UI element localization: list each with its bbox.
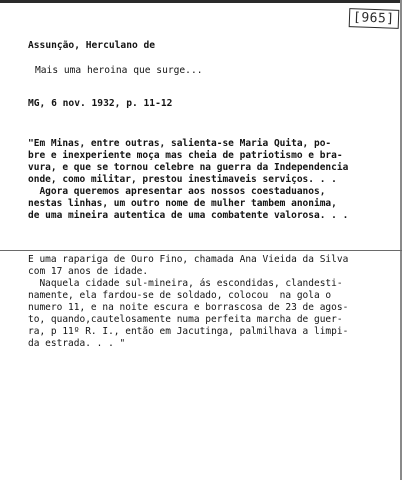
body-line: numero 11, e na noite escura e borrascosa de 23 de agos-: [28, 302, 349, 313]
quote-line: onde, como militar, prestou inestimaveis serviços. . .: [28, 174, 337, 185]
body-line: Naquela cidade sul-mineira, ás escondidas, clandesti-: [28, 278, 343, 289]
quote-line: nestas linhas, um outro nome de mulher tambem anonima,: [28, 198, 337, 209]
article-title: Mais uma heroina que surge...: [35, 65, 203, 76]
body-paragraph: [28, 254, 348, 350]
quote-line: bre e inexperiente moça mas cheia de patriotismo e bra-: [28, 150, 343, 161]
quote-paragraph: [28, 138, 348, 222]
body-line: namente, ela fardou-se de soldado, colocou na gola o: [28, 290, 332, 301]
body-line: to, quando,cautelosamente numa perfeita marcha de guer-: [28, 314, 343, 325]
quote-line: vura, e que se tornou celebre na guerra da Independencia: [28, 162, 349, 173]
body-line: com 17 anos de idade.: [28, 266, 149, 277]
quote-line: Agora queremos apresentar aos nossos coestaduanos,: [28, 186, 326, 197]
quote-line: de uma mineira autentica de uma combatente valorosa. . .: [28, 210, 349, 221]
body-line: da estrada. . . ": [28, 338, 126, 349]
author-line: Assunção, Herculano de: [28, 40, 156, 51]
card-top-edge: [0, 0, 402, 3]
quote-line: "Em Minas, entre outras, salienta-se Maria Quita, po-: [28, 138, 332, 149]
body-line: E uma rapariga de Ouro Fino, chamada Ana Vieida da Silva: [28, 254, 349, 265]
citation-line: MG, 6 nov. 1932, p. 11-12: [28, 98, 173, 109]
reference-number: [965]: [349, 8, 399, 29]
scan-separator: [0, 250, 402, 251]
body-line: ra, p 11º R. I., então em Jacutinga, palmilhava a limpi-: [28, 326, 349, 337]
